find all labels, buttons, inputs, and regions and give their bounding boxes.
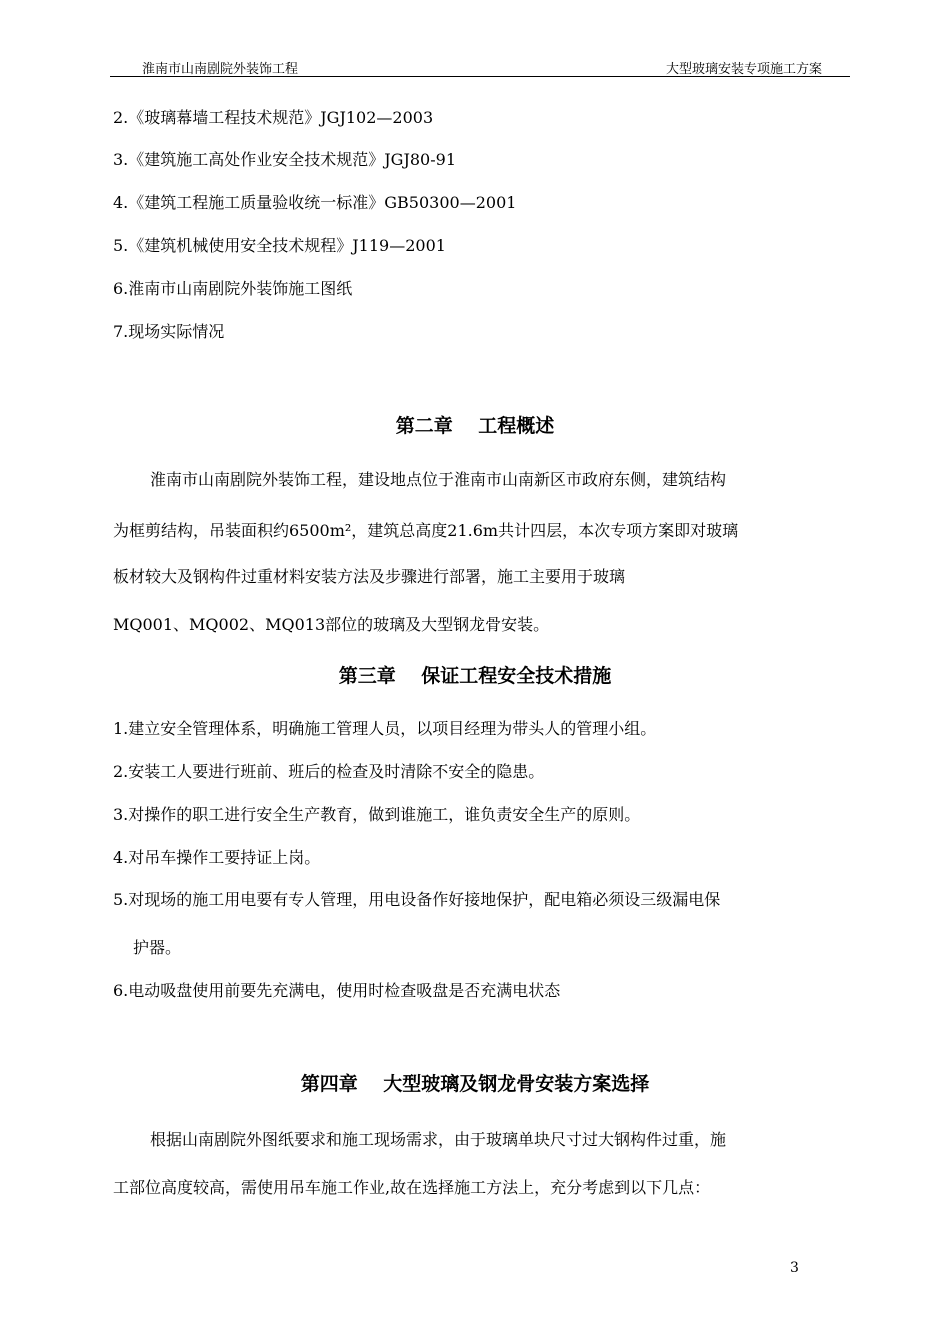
chapter-2-heading: 第二章 工程概述 [395, 415, 555, 437]
safety-measure-item: 4.对吊车操作工要持证上岗。 [113, 848, 321, 867]
chapter-2-paragraph-line: 为框剪结构，吊装面积约6500m²，建筑总高度21.6m共计四层，本次专项方案即对玻璃 [113, 521, 739, 540]
header-document-title: 大型玻璃安装专项施工方案 [665, 62, 822, 77]
page-header [110, 58, 850, 77]
safety-measure-item-continuation: 护器。 [133, 938, 182, 957]
chapter-4-paragraph-line: 根据山南剧院外图纸要求和施工现场需求，由于玻璃单块尺寸过大钢构件过重，施 [150, 1130, 727, 1149]
safety-measure-item: 1.建立安全管理体系，明确施工管理人员，以项目经理为带头人的管理小组。 [113, 719, 657, 738]
reference-item: 4.《建筑工程施工质量验收统一标准》GB50300—2001 [113, 193, 517, 212]
chapter-2-paragraph-line: 板材较大及钢构件过重材料安装方法及步骤进行部署，施工主要用于玻璃 [113, 567, 626, 586]
header-project-name: 淮南市山南剧院外装饰工程 [142, 62, 299, 77]
chapter-3-heading: 第三章 保证工程安全技术措施 [338, 665, 612, 687]
safety-measure-item: 5.对现场的施工用电要有专人管理，用电设备作好接地保护，配电箱必须设三级漏电保 [113, 890, 721, 909]
reference-item: 2.《玻璃幕墙工程技术规范》JGJ102—2003 [113, 108, 434, 127]
reference-item: 6.淮南市山南剧院外装饰施工图纸 [113, 279, 353, 298]
reference-item: 7.现场实际情况 [113, 322, 225, 341]
reference-item: 5.《建筑机械使用安全技术规程》J119—2001 [113, 236, 446, 255]
chapter-4-paragraph-line: 工部位高度较高，需使用吊车施工作业,故在选择施工方法上，充分考虑到以下几点： [113, 1178, 711, 1197]
chapter-2-paragraph-line: 淮南市山南剧院外装饰工程，建设地点位于淮南市山南新区市政府东侧，建筑结构 [150, 470, 727, 489]
chapter-2-paragraph-line: MQ001、MQ002、MQ013部位的玻璃及大型钢龙骨安装。 [113, 615, 550, 634]
page-number: 3 [790, 1260, 799, 1276]
safety-measure-item: 3.对操作的职工进行安全生产教育，做到谁施工，谁负责安全生产的原则。 [113, 805, 641, 824]
chapter-4-heading: 第四章 大型玻璃及钢龙骨安装方案选择 [300, 1073, 650, 1095]
safety-measure-item: 2.安装工人要进行班前、班后的检查及时清除不安全的隐患。 [113, 762, 545, 781]
safety-measure-item: 6.电动吸盘使用前要先充满电，使用时检查吸盘是否充满电状态 [113, 981, 561, 1000]
reference-item: 3.《建筑施工高处作业安全技术规范》JGJ80-91 [113, 150, 457, 169]
